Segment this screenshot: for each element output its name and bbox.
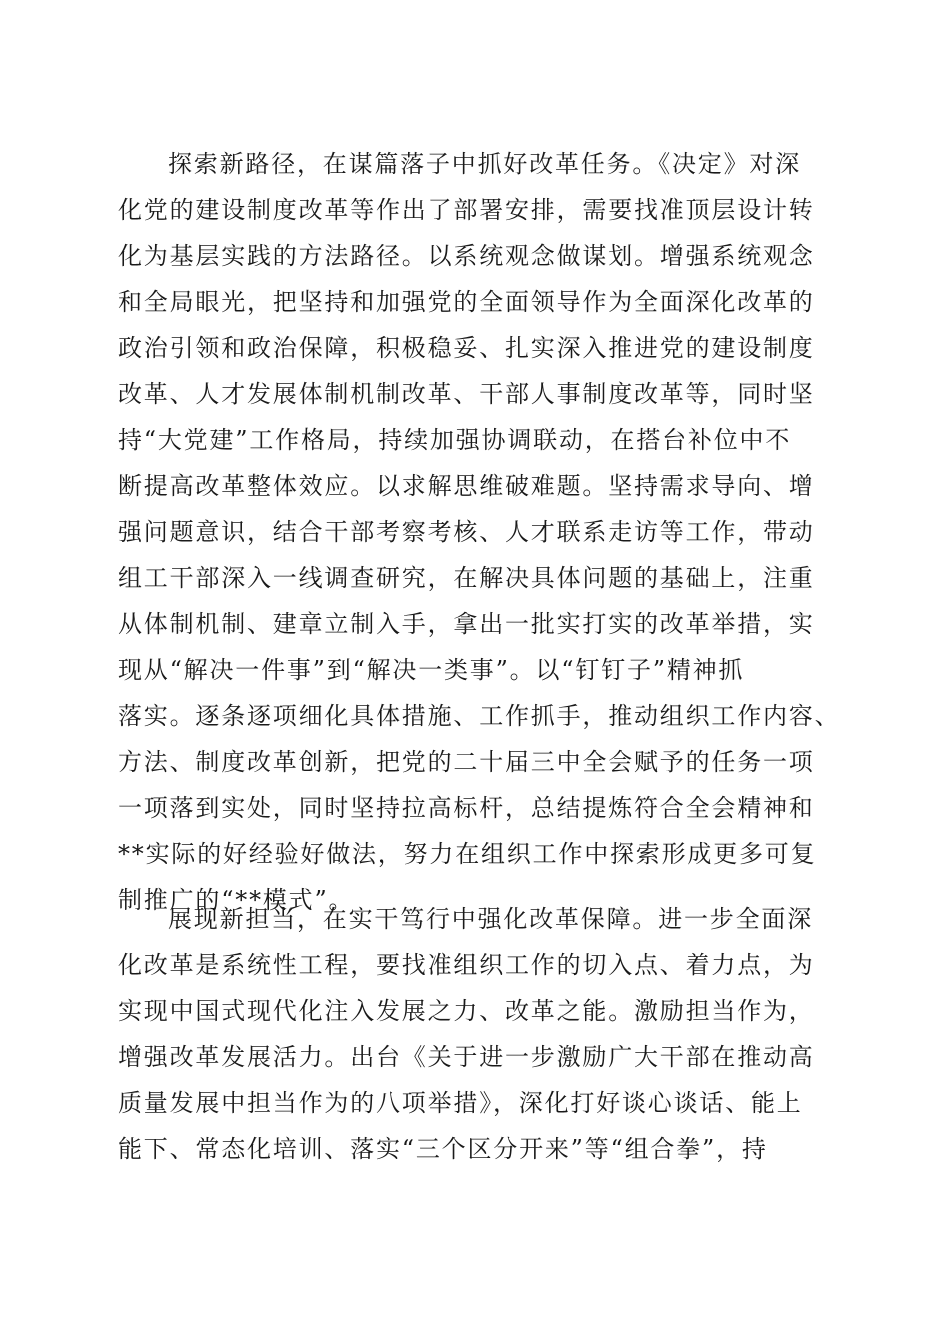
- paragraph-line: 落实。逐条逐项细化具体措施、工作抓手，推动组织工作内容、: [118, 702, 841, 730]
- paragraph-line: 组工干部深入一线调查研究，在解决具体问题的基础上，注重: [118, 564, 815, 592]
- paragraph-line: 质量发展中担当作为的八项举措》，深化打好谈心谈话、能上: [118, 1089, 803, 1117]
- paragraph-line: 断提高改革整体效应。以求解思维破难题。坚持需求导向、增: [118, 472, 815, 500]
- paragraph-1: [118, 141, 841, 923]
- paragraph-line: 增强改革发展活力。出台《关于进一步激励广大干部在推动高: [118, 1043, 815, 1071]
- paragraph-line: 方法、制度改革创新，把党的二十届三中全会赋予的任务一项: [118, 748, 815, 776]
- paragraph-line: 一项落到实处，同时坚持拉高标杆，总结提炼符合全会精神和: [118, 794, 815, 822]
- paragraph-line: 实现中国式现代化注入发展之力、改革之能。激励担当作为，: [118, 997, 815, 1025]
- paragraph-line: 展现新担当，在实干笃行中强化改革保障。进一步全面深: [168, 905, 813, 933]
- paragraph-line: 化改革是系统性工程，要找准组织工作的切入点、着力点，为: [118, 951, 815, 979]
- paragraph-line: 能下、常态化培训、落实“三个区分开来”等“组合拳”，持: [118, 1135, 768, 1163]
- paragraph-line: 从体制机制、建章立制入手，拿出一批实打实的改革举措，实: [118, 610, 815, 638]
- paragraph-line: 和全局眼光，把坚持和加强党的全面领导作为全面深化改革的: [118, 288, 815, 316]
- paragraph-line: 化党的建设制度改革等作出了部署安排，需要找准顶层设计转: [118, 196, 815, 224]
- paragraph-line: 探索新路径，在谋篇落子中抓好改革任务。《决定》对深: [168, 150, 801, 178]
- paragraph-2: [118, 896, 838, 1172]
- paragraph-line: 改革、人才发展体制机制改革、干部人事制度改革等，同时坚: [118, 380, 815, 408]
- paragraph-line: 强问题意识，结合干部考察考核、人才联系走访等工作，带动: [118, 518, 815, 546]
- paragraph-line: **实际的好经验好做法，努力在组织工作中探索形成更多可复: [118, 840, 817, 868]
- paragraph-line: 制推广的“**模式”。: [118, 886, 355, 914]
- paragraph-line: 化为基层实践的方法路径。以系统观念做谋划。增强系统观念: [118, 242, 815, 270]
- paragraph-line: 政治引领和政治保障，积极稳妥、扎实深入推进党的建设制度: [118, 334, 815, 362]
- paragraph-line: 现从“解决一件事”到“解决一类事”。以“钉钉子”精神抓: [118, 656, 745, 684]
- paragraph-line: 持“大党建”工作格局，持续加强协调联动，在搭台补位中不: [118, 426, 792, 454]
